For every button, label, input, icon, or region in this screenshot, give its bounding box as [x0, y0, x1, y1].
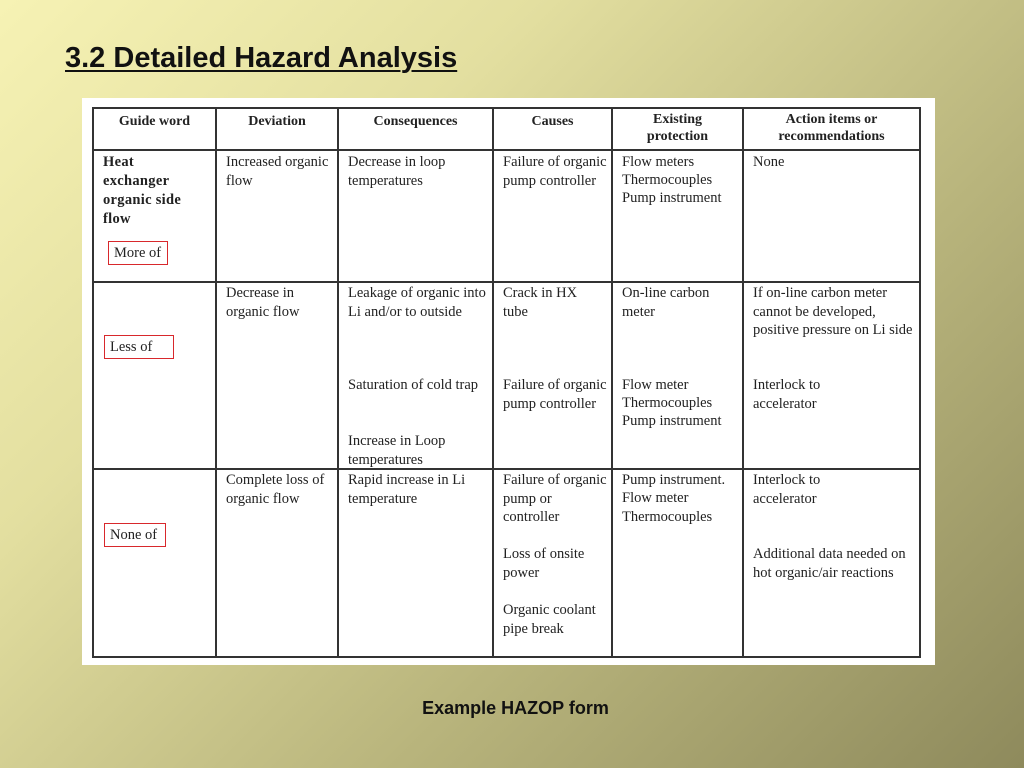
- cause-text: Failure of organic pump controller: [503, 377, 607, 412]
- cell-causes: [493, 282, 612, 469]
- hazop-form-image: [82, 98, 935, 665]
- cell-existing-protection: [612, 282, 743, 469]
- consequence-text: Increase in Loop temperatures: [348, 433, 446, 468]
- action-text: Additional data needed on hot organic/air reactions: [753, 546, 906, 581]
- cell-causes: [493, 150, 612, 282]
- cell-causes: [493, 469, 612, 657]
- cell-consequences: [338, 150, 493, 282]
- table-row: [93, 282, 920, 469]
- cause-text: Failure of organic pump controller: [503, 154, 607, 189]
- cell-consequences: [338, 469, 493, 657]
- protection-text: Pump instrument: [622, 413, 722, 429]
- cell-deviation: [216, 150, 338, 282]
- consequence-text: Saturation of cold trap: [348, 377, 479, 393]
- protection-text: Thermocouples: [622, 509, 713, 525]
- protection-text: Flow meters: [622, 154, 695, 170]
- cell-deviation: [216, 282, 338, 469]
- cause-text: Organic coolant pipe break: [503, 602, 596, 637]
- cell-guide-word: [93, 150, 216, 282]
- cell-guide-word: [93, 469, 216, 657]
- protection-text: On-line carbon meter: [622, 285, 710, 320]
- cell-existing-protection: [612, 469, 743, 657]
- consequence-text: Leakage of organic into Li and/or to outside: [348, 285, 486, 320]
- header-guide-word: Guide word: [93, 108, 216, 150]
- hazop-table: [92, 107, 921, 658]
- header-consequences: Consequences: [338, 108, 493, 150]
- cell-deviation: [216, 469, 338, 657]
- guide-word-box: Less of: [104, 335, 174, 359]
- deviation-text: Increased organic flow: [226, 154, 329, 189]
- protection-text: Thermocouples: [622, 172, 713, 188]
- protection-text: Pump instrument.: [622, 472, 726, 488]
- protection-text: Pump instrument: [622, 190, 722, 206]
- consequence-text: Rapid increase in Li temperature: [348, 472, 466, 507]
- table-row: [93, 469, 920, 657]
- header-deviation: Deviation: [216, 108, 338, 150]
- action-text: Interlock to accelerator: [753, 472, 821, 507]
- table-header-row: [93, 108, 920, 150]
- guide-word-box: More of: [108, 241, 168, 265]
- cell-guide-word: [93, 282, 216, 469]
- cell-consequences: [338, 282, 493, 469]
- protection-text: Thermocouples: [622, 395, 713, 411]
- action-text: If on-line carbon meter cannot be developed, positive pressure on Li side: [753, 285, 913, 338]
- consequence-text: Decrease in loop temperatures: [348, 154, 446, 189]
- protection-text: Flow meter: [622, 377, 689, 393]
- protection-text: Flow meter: [622, 490, 689, 506]
- header-action-items: Action items or recommendations: [743, 108, 920, 150]
- cell-action-items: [743, 469, 920, 657]
- guide-word-box: None of: [104, 523, 166, 547]
- cell-existing-protection: [612, 150, 743, 282]
- table-row: [93, 150, 920, 282]
- action-text: None: [753, 154, 785, 170]
- cell-action-items: [743, 282, 920, 469]
- guide-word-heading: Heat exchanger organic side flow: [103, 154, 182, 227]
- deviation-text: Decrease in organic flow: [226, 285, 300, 320]
- figure-caption: Example HAZOP form: [422, 698, 609, 718]
- slide-title: 3.2 Detailed Hazard Analysis: [65, 42, 458, 74]
- cause-text: Crack in HX tube: [503, 285, 578, 320]
- header-existing-protection: Existing protection: [612, 108, 743, 150]
- action-text: Interlock to accelerator: [753, 377, 821, 412]
- deviation-text: Complete loss of organic flow: [226, 472, 325, 507]
- cell-action-items: [743, 150, 920, 282]
- cause-text: Failure of organic pump or controller: [503, 472, 607, 525]
- cause-text: Loss of onsite power: [503, 546, 585, 581]
- header-causes: Causes: [493, 108, 612, 150]
